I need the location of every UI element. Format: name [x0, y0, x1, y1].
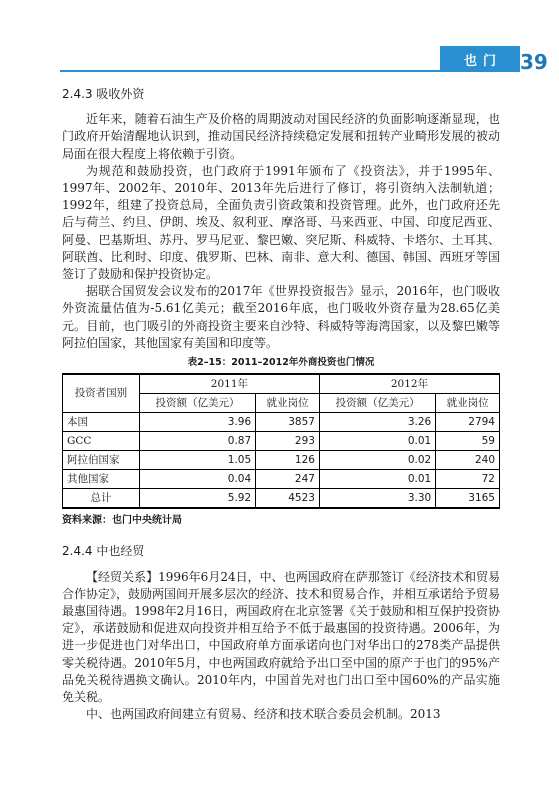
section-title: 吸收外资 [96, 87, 145, 101]
header-rule [60, 70, 499, 72]
cell-jobs-2012: 240 [436, 451, 500, 470]
paragraph: 中、也两国政府间建立有贸易、经济和技术联合委员会机制。2013 [86, 707, 441, 722]
row-total-label: 总计 [63, 489, 140, 509]
cell-investment-2012: 3.26 [319, 413, 435, 432]
cell-jobs-2011: 247 [256, 470, 320, 489]
cell-investment-2012: 0.02 [319, 451, 435, 470]
table-row [63, 432, 500, 451]
table-source-note: 资料来源：也门中央统计局 [62, 515, 182, 527]
section-number: 2.4.3 [62, 87, 93, 101]
cell-investment-2012: 3.30 [319, 489, 435, 509]
cell-jobs-2012: 59 [436, 432, 500, 451]
column-header-investment: 投资额（亿美元） [139, 394, 255, 413]
cell-investment-2012: 0.01 [319, 432, 435, 451]
running-header [0, 46, 559, 74]
cell-investment-2011: 5.92 [139, 489, 255, 509]
row-country: GCC [63, 432, 140, 451]
investment-table [62, 373, 500, 509]
section-number: 2.4.4 [62, 544, 93, 559]
column-header-country: 投资者国别 [63, 374, 140, 413]
table-row-total [63, 489, 500, 509]
column-header-investment: 投资额（亿美元） [319, 394, 435, 413]
cell-investment-2012: 0.01 [319, 470, 435, 489]
section-title: 中也经贸 [96, 544, 145, 559]
cell-jobs-2012: 2794 [436, 413, 500, 432]
column-header-year-2011: 2011年 [139, 374, 319, 394]
page-number: 39 [520, 50, 548, 74]
cell-jobs-2011: 126 [256, 451, 320, 470]
paragraph: 为规范和鼓励投资，也门政府于1991年颁布了《投资法》，并于1995年、1997年、2002年、2010年、2013年先后进行了修订，将引资纳入法制轨道；1992年，组建了投资总局，全面负责引资政策和投资管理。此外，也门政府还先后与荷兰、约旦、伊朗、埃及、叙利亚、摩洛哥、马来西亚、中国、印度尼西亚、阿曼、巴基斯坦、苏丹、罗马尼亚、黎巴嫩、突尼斯、科威特、卡塔尔、土耳其、阿联酋、比利时、印度、俄罗斯、巴林、南非、意大利、德国、韩国、西班牙等国签订了鼓励和保护投资协定。 [62, 163, 500, 282]
column-header-year-2012: 2012年 [319, 374, 499, 394]
paragraph: 近年来，随着石油生产及价格的周期波动对国民经济的负面影响逐渐显现，也门政府开始清醒地认识到，推动国民经济持续稳定发展和扭转产业畸形发展的被动局面在很大程度上将依赖于引资。 [62, 112, 500, 161]
section-heading-2-4-4 [62, 543, 500, 560]
cell-investment-2011: 1.05 [139, 451, 255, 470]
table-caption: 表2–15：2011–2012年外商投资也门情况 [187, 357, 375, 369]
row-country: 其他国家 [63, 470, 140, 489]
row-country: 阿拉伯国家 [63, 451, 140, 470]
cell-investment-2011: 0.87 [139, 432, 255, 451]
cell-jobs-2011: 293 [256, 432, 320, 451]
table-row [63, 413, 500, 432]
column-header-jobs: 就业岗位 [436, 394, 500, 413]
cell-jobs-2011: 4523 [256, 489, 320, 509]
table-header-row [63, 374, 500, 394]
page-body [62, 86, 500, 723]
paragraph: 【经贸关系】1996年6月24日，中、也两国政府在萨那签订《经济技术和贸易合作协定》，鼓励两国间开展多层次的经济、技术和贸易合作，并相互承诺给予贸易最惠国待遇。1998年2月16日，两国政府在北京签署《关于鼓励和相互保护投资协定》，承诺鼓励和促进双向投资并相互给予不低于最惠国的投资待遇。2006年，为进一步促进也门对华出口，中国政府单方面承诺向也门对华出口的278类产品提供零关税待遇。2010年5月，中也两国政府就给予出口至中国的原产于也门的95%产品免关税待遇换文确认。2010年内，中国首先对也门出口至中国60%的产品实施免关税。 [62, 569, 501, 705]
row-country: 本国 [63, 413, 140, 432]
cell-investment-2011: 0.04 [139, 470, 255, 489]
cell-jobs-2012: 72 [436, 470, 500, 489]
column-header-jobs: 就业岗位 [256, 394, 320, 413]
section-heading-2-4-3 [62, 86, 500, 103]
chapter-title: 也门 [464, 53, 503, 69]
cell-jobs-2012: 3165 [436, 489, 500, 509]
table-row [63, 470, 500, 489]
table-row [63, 451, 500, 470]
chapter-title-tab [440, 46, 520, 72]
cell-jobs-2011: 3857 [256, 413, 320, 432]
cell-investment-2011: 3.96 [139, 413, 255, 432]
paragraph: 据联合国贸发会议发布的2017年《世界投资报告》显示，2016年，也门吸收外资流量估值为-5.61亿美元；截至2016年底，也门吸收外资存量为28.65亿美元。目前，也门吸引的外商投资主要来自沙特、科威特等海湾国家，以及黎巴嫩等阿拉伯国家，其他国家有美国和印度等。 [62, 284, 500, 350]
